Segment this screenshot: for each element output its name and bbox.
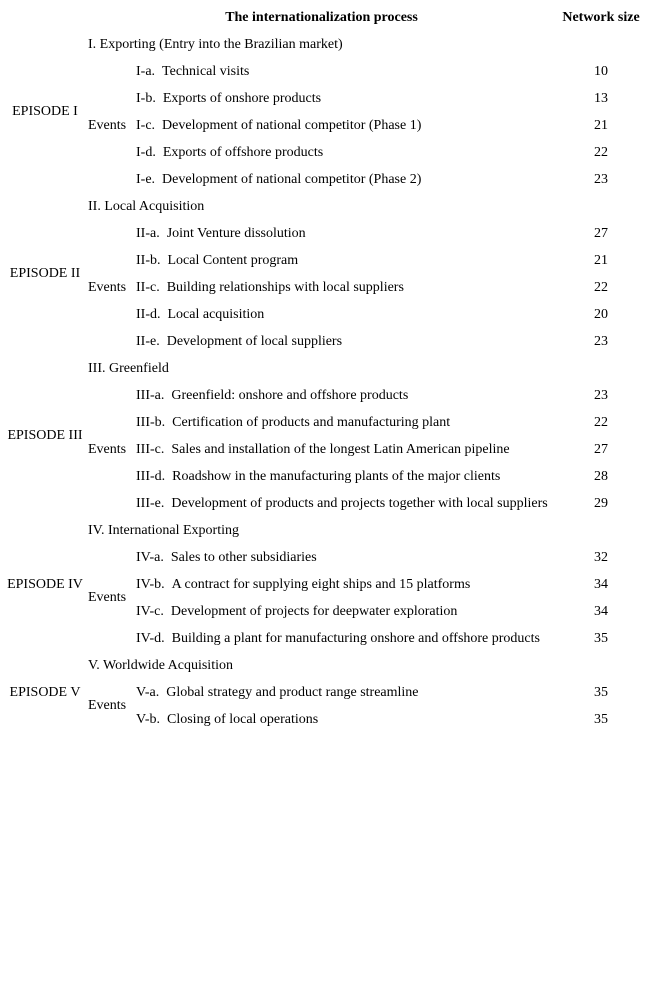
section-row	[2, 36, 647, 63]
episode-2-events-label: Events	[88, 279, 127, 295]
event-id: III-d.	[136, 469, 166, 484]
event-row	[2, 63, 647, 90]
empty-cell	[555, 360, 647, 387]
network-size-value: 13	[594, 91, 609, 106]
event-id: I-b.	[136, 91, 156, 106]
section-4-title: IV. International Exporting	[88, 523, 239, 538]
episode-5-events-label: Events	[88, 698, 127, 713]
network-size-value: 21	[594, 118, 609, 133]
internationalization-process-table	[2, 9, 647, 738]
network-size-value: 35	[594, 685, 609, 700]
event-row	[2, 225, 647, 252]
episode-1-events-label: Events	[88, 117, 127, 133]
event-text: Exports of offshore products	[162, 145, 324, 160]
network-size-value: 21	[594, 253, 609, 268]
network-size-value: 23	[594, 172, 609, 187]
event-id: IV-d.	[136, 631, 165, 646]
event-cell	[136, 306, 555, 333]
event-id: I-a.	[136, 64, 156, 79]
event-cell	[136, 630, 555, 657]
event-text: Global strategy and product range streamline	[166, 685, 419, 700]
network-size-value: 29	[594, 496, 609, 511]
event-id: III-c.	[136, 442, 165, 457]
network-size-value: 27	[594, 442, 609, 457]
event-cell	[136, 279, 555, 306]
event-cell	[136, 711, 555, 738]
event-cell	[136, 90, 555, 117]
event-text: Development of local suppliers	[166, 334, 343, 349]
header-row	[2, 9, 647, 36]
event-text: Joint Venture dissolution	[166, 226, 306, 241]
network-size-value: 22	[594, 280, 609, 295]
event-cell	[136, 252, 555, 279]
event-cell	[136, 333, 555, 360]
event-cell	[136, 441, 555, 468]
episode-3-events-label: Events	[88, 441, 127, 457]
empty-cell	[555, 198, 647, 225]
network-size-value: 34	[594, 604, 609, 619]
event-cell	[136, 144, 555, 171]
event-text: Development of national competitor (Phase 1)	[162, 118, 422, 133]
event-id: II-a.	[136, 226, 160, 241]
event-id: I-d.	[136, 145, 156, 160]
event-cell	[136, 468, 555, 495]
event-cell	[136, 603, 555, 630]
table-title: The internationalization process	[225, 10, 418, 25]
event-id: III-e.	[136, 496, 165, 511]
event-text: Building a plant for manufacturing onshore and offshore products	[171, 631, 540, 646]
event-cell	[136, 117, 555, 144]
event-id: IV-b.	[136, 577, 165, 592]
event-id: I-c.	[136, 118, 156, 133]
event-id: IV-a.	[136, 550, 164, 565]
event-cell	[136, 549, 555, 576]
event-text: A contract for supplying eight ships and 15 platforms	[171, 577, 471, 592]
episode-1-label: EPISODE I	[12, 104, 78, 119]
section-3-title: III. Greenfield	[88, 361, 169, 376]
event-id: II-c.	[136, 280, 160, 295]
event-id: II-b.	[136, 253, 161, 268]
event-text: Technical visits	[162, 64, 250, 79]
network-size-value: 10	[594, 64, 609, 79]
empty-cell	[555, 36, 647, 63]
event-text: Exports of onshore products	[162, 91, 322, 106]
network-size-value: 23	[594, 388, 609, 403]
network-size-value: 22	[594, 415, 609, 430]
network-size-value: 20	[594, 307, 609, 322]
event-text: Sales to other subsidiaries	[170, 550, 317, 565]
network-size-value: 22	[594, 145, 609, 160]
section-2-title: II. Local Acquisition	[88, 199, 205, 214]
network-size-value: 35	[594, 712, 609, 727]
event-text: Development of products and projects together with local suppliers	[171, 496, 548, 511]
network-size-value: 35	[594, 631, 609, 646]
event-cell	[136, 63, 555, 90]
network-size-header: Network size	[562, 10, 640, 25]
section-5-title: V. Worldwide Acquisition	[88, 658, 233, 673]
network-size-value: 27	[594, 226, 609, 241]
section-row	[2, 522, 647, 549]
event-text: Local Content program	[167, 253, 299, 268]
event-cell	[136, 495, 555, 522]
section-row	[2, 198, 647, 225]
event-cell	[136, 684, 555, 711]
event-cell	[136, 387, 555, 414]
event-cell	[136, 225, 555, 252]
header-spacer	[2, 9, 88, 36]
event-text: Sales and installation of the longest Latin American pipeline	[171, 442, 510, 457]
event-id: II-e.	[136, 334, 160, 349]
event-row	[2, 549, 647, 576]
event-row	[2, 684, 647, 711]
event-cell	[136, 414, 555, 441]
episode-5-label: EPISODE V	[9, 684, 81, 700]
event-text: Development of national competitor (Phase 2)	[162, 172, 422, 187]
event-cell	[136, 171, 555, 198]
event-id: IV-c.	[136, 604, 164, 619]
event-id: III-b.	[136, 415, 166, 430]
network-size-value: 34	[594, 577, 609, 592]
event-text: Roadshow in the manufacturing plants of the major clients	[172, 469, 501, 484]
event-row	[2, 387, 647, 414]
event-text: Development of projects for deepwater exploration	[170, 604, 458, 619]
event-id: I-e.	[136, 172, 156, 187]
episode-4-label: EPISODE IV	[7, 576, 83, 592]
event-text: Local acquisition	[167, 307, 265, 322]
event-text: Greenfield: onshore and offshore products	[171, 388, 409, 403]
event-id: V-b.	[136, 712, 160, 727]
episode-4-events-label: Events	[88, 590, 127, 605]
event-id: V-a.	[136, 685, 160, 700]
event-text: Certification of products and manufacturing plant	[172, 415, 451, 430]
episode-2-label: EPISODE II	[9, 266, 81, 281]
empty-cell	[555, 522, 647, 549]
network-size-value: 28	[594, 469, 609, 484]
network-size-value: 23	[594, 334, 609, 349]
event-cell	[136, 576, 555, 603]
event-text: Closing of local operations	[167, 712, 319, 727]
event-text: Building relationships with local suppliers	[166, 280, 404, 295]
section-row	[2, 657, 647, 684]
event-id: II-d.	[136, 307, 161, 322]
section-row	[2, 360, 647, 387]
event-id: III-a.	[136, 388, 165, 403]
episode-3-label: EPISODE III	[7, 428, 83, 443]
empty-cell	[555, 657, 647, 684]
section-1-title: I. Exporting (Entry into the Brazilian market)	[88, 37, 343, 52]
network-size-value: 32	[594, 550, 609, 565]
